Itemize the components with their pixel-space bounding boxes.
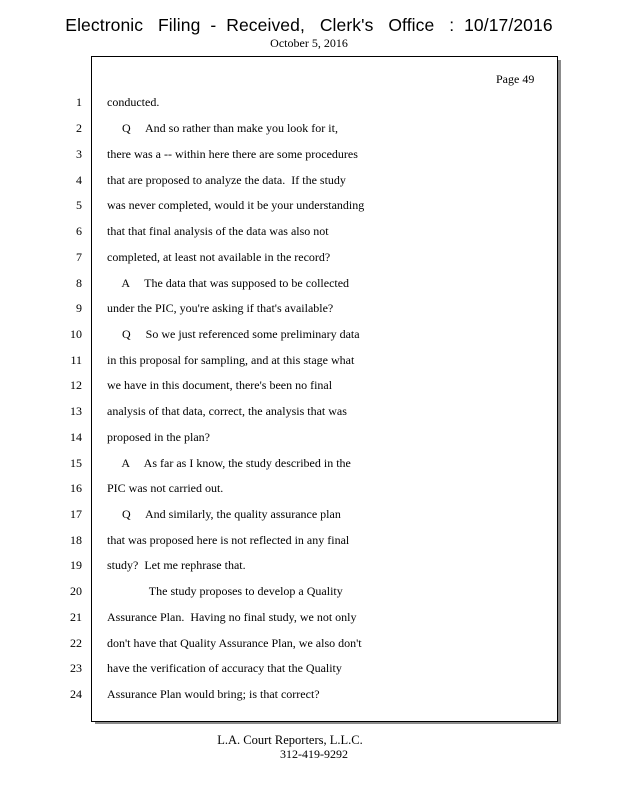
line-number: 24 (70, 687, 82, 701)
line-number: 17 (70, 507, 82, 521)
transcript-line: proposed in the plan? (107, 430, 210, 444)
transcript-line: Q So we just referenced some preliminary data (107, 327, 360, 341)
transcript-line: The study proposes to develop a Quality (107, 584, 343, 598)
line-number: 1 (76, 95, 82, 109)
line-number: 4 (76, 173, 82, 187)
transcript-line: completed, at least not available in the record? (107, 250, 331, 264)
transcript-line: Assurance Plan would bring; is that correct? (107, 687, 320, 701)
transcript-line: that was proposed here is not reflected in any final (107, 533, 350, 547)
line-number: 9 (76, 301, 82, 315)
page-number: Page 49 (496, 72, 535, 86)
transcript-line: don't have that Quality Assurance Plan, we also don't (107, 636, 362, 650)
line-number: 21 (70, 610, 82, 624)
transcript-line: that are proposed to analyze the data. If the study (107, 173, 346, 187)
transcript-line: analysis of that data, correct, the analysis that was (107, 404, 347, 418)
line-number: 5 (76, 198, 82, 212)
filing-stamp: Electronic Filing - Received, Clerk's Office : 10/17/2016 (65, 15, 553, 35)
line-number: 3 (76, 147, 82, 161)
line-number: 7 (76, 250, 82, 264)
transcript-line: that that final analysis of the data was also not (107, 224, 329, 238)
transcript-line: was never completed, would it be your understanding (107, 198, 365, 212)
line-number: 23 (70, 661, 82, 675)
line-number: 10 (70, 327, 82, 341)
line-number: 6 (76, 224, 82, 238)
line-number: 14 (70, 430, 82, 444)
transcript-line: in this proposal for sampling, and at this stage what (107, 353, 355, 367)
transcript-line: A As far as I know, the study described in the (107, 456, 351, 470)
line-number: 20 (70, 584, 82, 598)
line-number: 19 (70, 558, 82, 572)
transcript-line: A The data that was supposed to be collected (107, 276, 350, 290)
line-number: 13 (70, 404, 82, 418)
hearing-date: October 5, 2016 (270, 36, 348, 50)
line-number: 11 (70, 353, 82, 367)
line-number: 22 (70, 636, 82, 650)
transcript-line: PIC was not carried out. (107, 481, 224, 495)
court-reporter-phone: 312-419-9292 (280, 747, 348, 761)
transcript-line: conducted. (107, 95, 160, 109)
line-number: 18 (70, 533, 82, 547)
transcript-line: Assurance Plan. Having no final study, we not only (107, 610, 357, 624)
line-number: 16 (70, 481, 82, 495)
transcript-line: Q And so rather than make you look for it, (107, 121, 338, 135)
line-number: 15 (70, 456, 82, 470)
transcript-line: there was a -- within here there are some procedures (107, 147, 358, 161)
line-number: 8 (76, 276, 82, 290)
transcript-line: study? Let me rephrase that. (107, 558, 246, 572)
line-number: 2 (76, 121, 82, 135)
line-number: 12 (70, 378, 82, 392)
transcript-line: have the verification of accuracy that the Quality (107, 661, 342, 675)
transcript-line: under the PIC, you're asking if that's available? (107, 301, 334, 315)
court-reporter-name: L.A. Court Reporters, L.L.C. (217, 733, 363, 747)
transcript-line: we have in this document, there's been no final (107, 378, 333, 392)
transcript-line: Q And similarly, the quality assurance plan (107, 507, 341, 521)
